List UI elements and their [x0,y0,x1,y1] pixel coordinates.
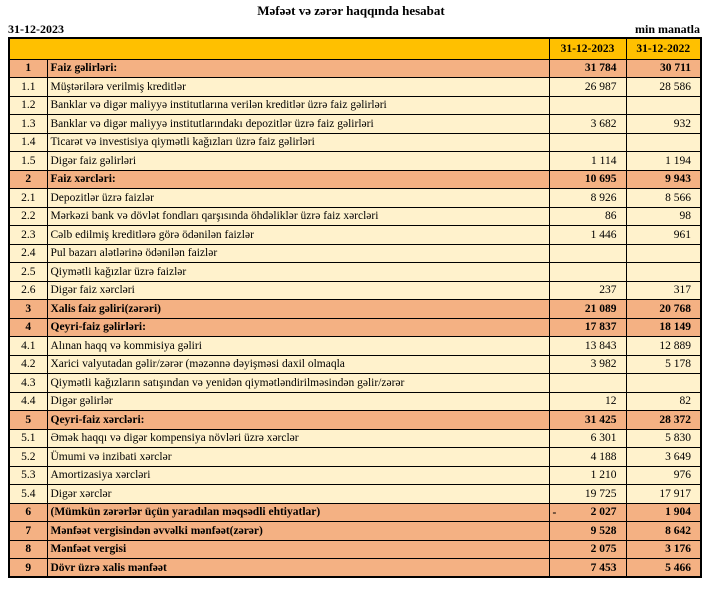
table-row [9,281,701,300]
row-value-previous: 3 649 [626,448,701,467]
negative-sign: - [552,506,557,519]
table-row [9,244,701,263]
table-row [9,96,701,115]
row-label: Qeyri-faiz xərcləri: [47,411,549,430]
row-number: 4.3 [9,374,47,393]
row-number: 2.5 [9,263,47,282]
row-number: 1.2 [9,96,47,115]
row-value-current [549,374,626,393]
row-label: Müştərilərə verilmiş kreditlər [47,78,549,97]
row-value-current: 3 682 [549,115,626,134]
row-number: 1 [9,59,47,78]
row-value-current: 31 784 [549,59,626,78]
row-value-current: 8 926 [549,189,626,208]
row-label: Ümumi və inzibati xərclər [47,448,549,467]
row-value-current: 3 982 [549,355,626,374]
row-value-current: - 2 027 [549,503,626,522]
table-row [9,503,701,522]
table-row [9,59,701,78]
table-row [9,374,701,393]
row-value-previous: 82 [626,392,701,411]
row-value-current: 13 843 [549,337,626,356]
row-value-previous: 961 [626,226,701,245]
row-label: Xarici valyutadan gəlir/zərər (məzənnə dəyişməsi daxil olmaqla [47,355,549,374]
table-row [9,226,701,245]
table-row [9,115,701,134]
row-value-previous: 932 [626,115,701,134]
row-value-previous: 1 194 [626,152,701,171]
table-row [9,559,701,578]
row-number: 9 [9,559,47,578]
row-label: Xalis faiz gəliri(zərəri) [47,300,549,319]
table-row [9,133,701,152]
row-label: Alınan haqq və kommisiya gəliri [47,337,549,356]
row-number: 5.1 [9,429,47,448]
row-label: Digər xərclər [47,485,549,504]
row-number: 2 [9,170,47,189]
row-label: Banklar və digər maliyyə institutlarına verilən kreditlər üzrə faiz gəlirləri [47,96,549,115]
row-value-previous: 20 768 [626,300,701,319]
row-label: Depozitlər üzrə faizlər [47,189,549,208]
row-value-previous [626,263,701,282]
row-value-current: 237 [549,281,626,300]
row-label: Dövr üzrə xalis mənfəət [47,559,549,578]
table-body [9,59,701,577]
row-value-current: 86 [549,207,626,226]
row-value-current: 7 453 [549,559,626,578]
row-value-current: 10 695 [549,170,626,189]
row-number: 6 [9,503,47,522]
row-label: Cəlb edilmiş kreditlərə görə ödənilən faizlər [47,226,549,245]
table-row [9,189,701,208]
header-empty-cell [9,38,549,59]
row-label: Digər faiz gəlirləri [47,152,549,171]
row-label: Qiymətli kağızlar üzrə faizlər [47,263,549,282]
row-label: Ticarət və investisiya qiymətli kağızları üzrə faiz gəlirləri [47,133,549,152]
row-number: 2.2 [9,207,47,226]
row-value-previous: 5 830 [626,429,701,448]
row-number: 2.4 [9,244,47,263]
row-number: 4 [9,318,47,337]
row-value-current: 19 725 [549,485,626,504]
row-value-previous: 98 [626,207,701,226]
row-value-previous: 30 711 [626,59,701,78]
row-number: 4.1 [9,337,47,356]
row-number: 3 [9,300,47,319]
row-label: Digər gəlirlər [47,392,549,411]
row-value-previous: 3 176 [626,540,701,559]
row-value-current: 12 [549,392,626,411]
table-row [9,207,701,226]
row-value-previous [626,133,701,152]
row-value-current: 17 837 [549,318,626,337]
row-value-previous: 18 149 [626,318,701,337]
row-value-previous: 28 586 [626,78,701,97]
table-row [9,263,701,282]
table-row [9,540,701,559]
row-label: Qiymətli kağızların satışından və yenidən qiymətləndirilməsindən gəlir/zərər [47,374,549,393]
page-title: Məfəət və zərər haqqında hesabat [257,3,445,18]
table-row [9,170,701,189]
row-label: Mərkəzi bank və dövlət fondları qarşısında öhdəliklər üzrə faiz xərcləri [47,207,549,226]
table-row [9,392,701,411]
row-number: 1.4 [9,133,47,152]
row-value-current: 6 301 [549,429,626,448]
row-value-previous [626,374,701,393]
table-row [9,337,701,356]
row-label: Faiz gəlirləri: [47,59,549,78]
row-value-previous: 976 [626,466,701,485]
row-value-previous: 12 889 [626,337,701,356]
row-label: (Mümkün zərərlər üçün yaradılan məqsədli ehtiyatlar) [47,503,549,522]
row-number: 2.1 [9,189,47,208]
row-value-current [549,244,626,263]
row-value-current: 21 089 [549,300,626,319]
row-number: 1.1 [9,78,47,97]
row-value-previous: 5 178 [626,355,701,374]
row-label: Digər faiz xərcləri [47,281,549,300]
row-value-current [549,263,626,282]
row-number: 5.3 [9,466,47,485]
row-label: Faiz xərcləri: [47,170,549,189]
row-value-current: 1 210 [549,466,626,485]
header-period-previous: 31-12-2022 [626,38,701,59]
row-value-current: 9 528 [549,522,626,541]
row-number: 8 [9,540,47,559]
table-row [9,448,701,467]
table-row [9,485,701,504]
table-row [9,411,701,430]
row-label: Əmək haqqı və digər kompensiya növləri üzrə xərclər [47,429,549,448]
header-period-current: 31-12-2023 [549,38,626,59]
row-value-current [549,96,626,115]
row-label: Qeyri-faiz gəlirləri: [47,318,549,337]
row-number: 4.4 [9,392,47,411]
table-row [9,300,701,319]
row-value-previous: 1 904 [626,503,701,522]
table-row [9,152,701,171]
subheader [8,22,700,36]
row-value-current: 31 425 [549,411,626,430]
row-value-current: 26 987 [549,78,626,97]
row-number: 1.5 [9,152,47,171]
table-row [9,78,701,97]
report-date-label: 31-12-2023 [8,22,64,36]
row-value-previous [626,244,701,263]
row-label: Banklar və digər maliyyə institutlarındakı depozitlər üzrə faiz gəlirləri [47,115,549,134]
table-row [9,522,701,541]
table-row [9,318,701,337]
row-number: 4.2 [9,355,47,374]
row-label: Mənfəət vergisi [47,540,549,559]
row-number: 2.6 [9,281,47,300]
table-row [9,429,701,448]
row-value-current: 2 075 [549,540,626,559]
row-value-previous: 317 [626,281,701,300]
table-row [9,466,701,485]
row-number: 5 [9,411,47,430]
row-value-previous: 5 466 [626,559,701,578]
row-number: 5.2 [9,448,47,467]
row-label: Amortizasiya xərcləri [47,466,549,485]
row-value-previous: 8 566 [626,189,701,208]
row-value-previous: 17 917 [626,485,701,504]
row-value-previous: 28 372 [626,411,701,430]
row-number: 1.3 [9,115,47,134]
row-value-previous: 9 943 [626,170,701,189]
row-value-previous: 8 642 [626,522,701,541]
row-number: 7 [9,522,47,541]
row-value-current [549,133,626,152]
row-value-current: 4 188 [549,448,626,467]
row-value-current: 1 446 [549,226,626,245]
profit-loss-table [8,37,702,578]
row-number: 5.4 [9,485,47,504]
unit-label: min manatla [634,22,700,36]
row-value-previous [626,96,701,115]
table-header-row [9,38,701,59]
row-label: Mənfəət vergisindən əvvəlki mənfəət(zərər) [47,522,549,541]
row-label: Pul bazarı alətlərinə ödənilən faizlər [47,244,549,263]
row-value-current: 1 114 [549,152,626,171]
row-number: 2.3 [9,226,47,245]
table-row [9,355,701,374]
